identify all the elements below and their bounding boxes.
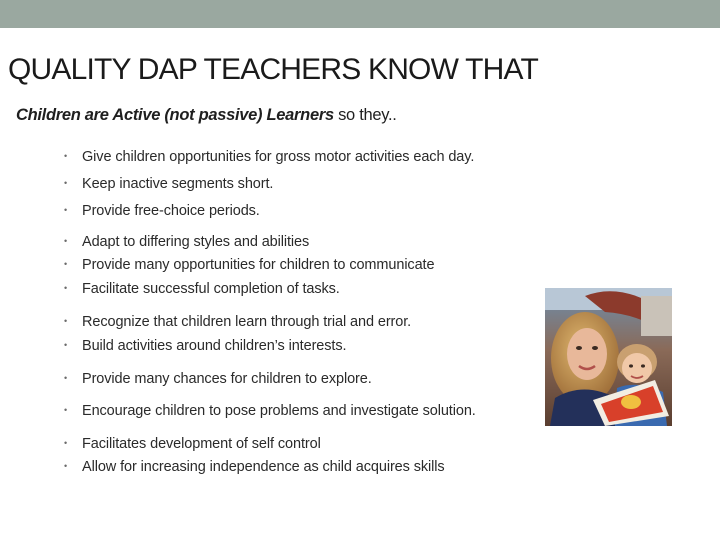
bullet-text: Give children opportunities for gross motor activities each day. xyxy=(82,149,475,165)
bullet-item xyxy=(64,338,346,354)
bullet-item xyxy=(64,436,321,452)
bullet-dot-icon: • xyxy=(64,438,68,448)
bullet-dot-icon: • xyxy=(64,283,68,293)
bullet-dot-icon: • xyxy=(64,178,68,188)
subtitle-emphasis: Children are Active (not passive) Learners xyxy=(16,106,334,124)
bullet-text: Build activities around children’s interests. xyxy=(82,338,347,354)
bullet-text: Keep inactive segments short. xyxy=(82,176,274,192)
bullet-dot-icon: • xyxy=(64,405,68,415)
bullet-item xyxy=(64,281,340,297)
bullet-dot-icon: • xyxy=(64,461,68,471)
bullet-dot-icon: • xyxy=(64,316,68,326)
bullet-text: Facilitates development of self control xyxy=(82,436,321,452)
bullet-item xyxy=(64,176,273,192)
bullet-text: Adapt to differing styles and abilities xyxy=(82,234,310,250)
slide-subtitle xyxy=(16,106,397,125)
bullet-item xyxy=(64,149,474,165)
bullet-text: Provide free-choice periods. xyxy=(82,203,260,219)
bullet-dot-icon: • xyxy=(64,236,68,246)
bullet-item xyxy=(64,257,434,273)
subtitle-rest: so they.. xyxy=(333,106,397,124)
top-accent-bar xyxy=(0,0,720,28)
bullet-dot-icon: • xyxy=(64,340,68,350)
bullet-dot-icon: • xyxy=(64,373,68,383)
bullet-text: Provide many chances for children to explore. xyxy=(82,371,372,387)
bullet-item xyxy=(64,371,372,387)
bullet-text: Provide many opportunities for children to communicate xyxy=(82,257,435,273)
bullet-text: Allow for increasing independence as child acquires skills xyxy=(82,459,445,475)
bullet-dot-icon: • xyxy=(64,205,68,215)
bullet-item xyxy=(64,203,260,219)
bullet-item xyxy=(64,459,445,475)
bullet-text: Encourage children to pose problems and investigate solution. xyxy=(82,403,476,419)
bullet-item xyxy=(64,314,411,330)
bullet-item xyxy=(64,403,476,419)
bullet-dot-icon: • xyxy=(64,259,68,269)
slide-title: QUALITY DAP TEACHERS KNOW THAT xyxy=(8,53,539,86)
bullet-text: Facilitate successful completion of tasks. xyxy=(82,281,340,297)
bullet-dot-icon: • xyxy=(64,151,68,161)
bullet-text: Recognize that children learn through trial and error. xyxy=(82,314,412,330)
bullet-item xyxy=(64,234,309,250)
teacher-child-photo xyxy=(545,288,672,426)
